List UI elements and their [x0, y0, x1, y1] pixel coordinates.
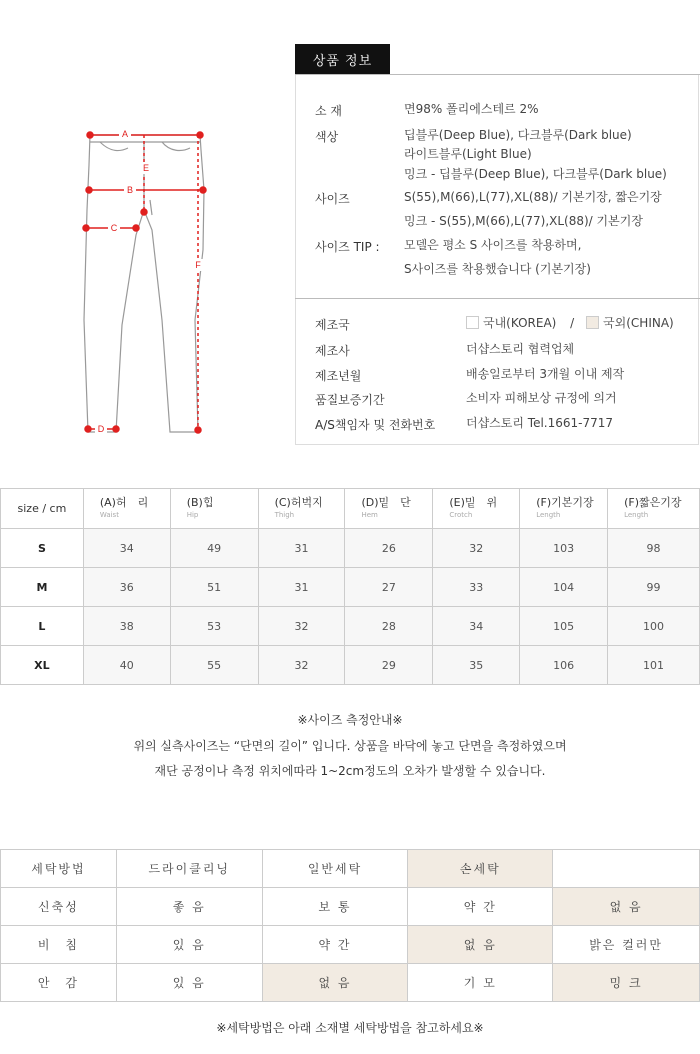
size-table [0, 488, 700, 685]
warranty-label: 품질보증기간 [315, 393, 385, 407]
size-cell: 33 [433, 568, 520, 607]
country-separator: / [570, 316, 575, 330]
size-cell: 31 [258, 568, 345, 607]
table-row [1, 646, 700, 685]
label-d: D [97, 424, 105, 434]
size-cell: 27 [345, 568, 433, 607]
size-cell: 31 [258, 529, 345, 568]
size-tip-value-1: 모델은 평소 S 사이즈를 착용하며, [404, 238, 582, 252]
as-contact-label: A/S책임자 및 전화번호 [315, 418, 436, 432]
size-cell: 106 [520, 646, 608, 685]
label-e: E [142, 163, 150, 173]
size-header-5: (E)밑 위 Crotch [433, 489, 520, 529]
material-label: 소 재 [315, 104, 342, 118]
care-cell: 있 음 [116, 926, 262, 964]
size-header-4: (D)밑 단 Hem [345, 489, 433, 529]
pants-measurement-diagram [70, 120, 220, 440]
label-f: F [195, 260, 201, 270]
size-cell: 35 [433, 646, 520, 685]
size-cell: 98 [608, 529, 700, 568]
size-cell: 40 [83, 646, 170, 685]
care-cell: 안 감 [1, 964, 117, 1002]
country-value [466, 314, 674, 333]
size-cell: 34 [433, 607, 520, 646]
size-cell: 32 [258, 646, 345, 685]
care-cell: 세탁방법 [1, 850, 117, 888]
size-notes-line-1: 위의 실측사이즈는 “단면의 길이” 입니다. 상품을 바닥에 놓고 단면을 측정하였으며 [133, 739, 567, 753]
table-row [1, 850, 700, 888]
size-cell: 51 [170, 568, 258, 607]
color-value-1: 딥블루(Deep Blue), 다크블루(Dark blue) [404, 128, 632, 142]
size-header-1: (A)허 리 Waist [83, 489, 170, 529]
care-cell: 밝은 컬러만 [553, 926, 700, 964]
color-value-3: 밍크 - 딥블루(Deep Blue), 다크블루(Dark blue) [404, 167, 667, 181]
info-section-divider [295, 298, 700, 299]
size-header-0: size / cm [1, 489, 84, 529]
care-cell: 없 음 [408, 926, 553, 964]
care-table [0, 849, 700, 1002]
korea-text: 국내(KOREA) [483, 316, 557, 330]
size-value-2: 밍크 - S(55),M(66),L(77),XL(88)/ 기본기장 [404, 214, 643, 228]
warranty-value: 소비자 피해보상 규정에 의거 [466, 391, 617, 405]
care-cell: 약 간 [262, 926, 408, 964]
china-checkbox [586, 316, 599, 329]
care-cell: 밍 크 [553, 964, 700, 1002]
table-row [1, 888, 700, 926]
size-header-6: (F)기본기장 Length [520, 489, 608, 529]
label-a: A [121, 129, 129, 139]
size-cell: 100 [608, 607, 700, 646]
production-date-value: 배송일로부터 3개월 이내 제작 [466, 367, 625, 381]
production-date-label: 제조년월 [315, 369, 362, 383]
size-cell: 55 [170, 646, 258, 685]
size-cell: 105 [520, 607, 608, 646]
china-text: 국외(CHINA) [603, 316, 674, 330]
size-cell: 26 [345, 529, 433, 568]
table-row [1, 964, 700, 1002]
size-cell: 32 [433, 529, 520, 568]
size-cell: 29 [345, 646, 433, 685]
care-cell: 보 통 [262, 888, 408, 926]
size-cell: 103 [520, 529, 608, 568]
label-c: C [110, 223, 118, 233]
care-cell [553, 850, 700, 888]
size-tip-value-2: S사이즈를 착용했습니다 (기본기장) [404, 262, 591, 276]
size-table-header [1, 489, 700, 529]
material-value: 면98% 폴리에스테르 2% [404, 102, 539, 116]
size-cell: 38 [83, 607, 170, 646]
size-header-2: (B)힙 Hip [170, 489, 258, 529]
size-notes-line-2: 재단 공정이나 측정 위치에따라 1~2cm정도의 오차가 발생할 수 있습니다. [154, 764, 546, 778]
table-row [1, 926, 700, 964]
size-value-1: S(55),M(66),L(77),XL(88)/ 기본기장, 짧은기장 [404, 190, 662, 204]
table-row [1, 607, 700, 646]
size-tip-label: 사이즈 TIP : [315, 240, 380, 254]
size-cell: 99 [608, 568, 700, 607]
care-cell: 없 음 [262, 964, 408, 1002]
table-row [1, 568, 700, 607]
size-cell: 101 [608, 646, 700, 685]
size-header-7: (F)짧은기장 Length [608, 489, 700, 529]
size-cell: M [1, 568, 84, 607]
size-cell: 36 [83, 568, 170, 607]
color-value-2: 라이트블루(Light Blue) [404, 147, 532, 161]
care-cell: 드라이클리닝 [116, 850, 262, 888]
care-cell: 일반세탁 [262, 850, 408, 888]
size-cell: L [1, 607, 84, 646]
care-cell: 기 모 [408, 964, 553, 1002]
size-cell: 32 [258, 607, 345, 646]
care-cell: 있 음 [116, 964, 262, 1002]
korea-checkbox [466, 316, 479, 329]
size-cell: 28 [345, 607, 433, 646]
care-cell: 비 침 [1, 926, 117, 964]
size-notes-title: ※사이즈 측정안내※ [297, 713, 403, 727]
size-cell: 34 [83, 529, 170, 568]
size-cell: 53 [170, 607, 258, 646]
manufacturer-label: 제조사 [315, 344, 350, 358]
product-info-tab: 상품 정보 [295, 44, 390, 74]
label-b: B [126, 185, 134, 195]
size-cell: 104 [520, 568, 608, 607]
size-cell: XL [1, 646, 84, 685]
table-row [1, 529, 700, 568]
size-cell: 49 [170, 529, 258, 568]
manufacturer-value: 더샵스토리 협력업체 [466, 342, 575, 356]
care-cell: 없 음 [553, 888, 700, 926]
care-cell: 약 간 [408, 888, 553, 926]
size-label: 사이즈 [315, 192, 350, 206]
care-cell: 신축성 [1, 888, 117, 926]
country-label: 제조국 [315, 318, 350, 332]
as-contact-value: 더샵스토리 Tel.1661-7717 [466, 416, 614, 430]
care-cell: 손세탁 [408, 850, 553, 888]
care-cell: 좋 음 [116, 888, 262, 926]
care-note: ※세탁방법은 아래 소재별 세탁방법을 참고하세요※ [216, 1021, 484, 1035]
size-cell: S [1, 529, 84, 568]
color-label: 색상 [315, 130, 339, 144]
size-header-3: (C)허벅지 Thigh [258, 489, 345, 529]
